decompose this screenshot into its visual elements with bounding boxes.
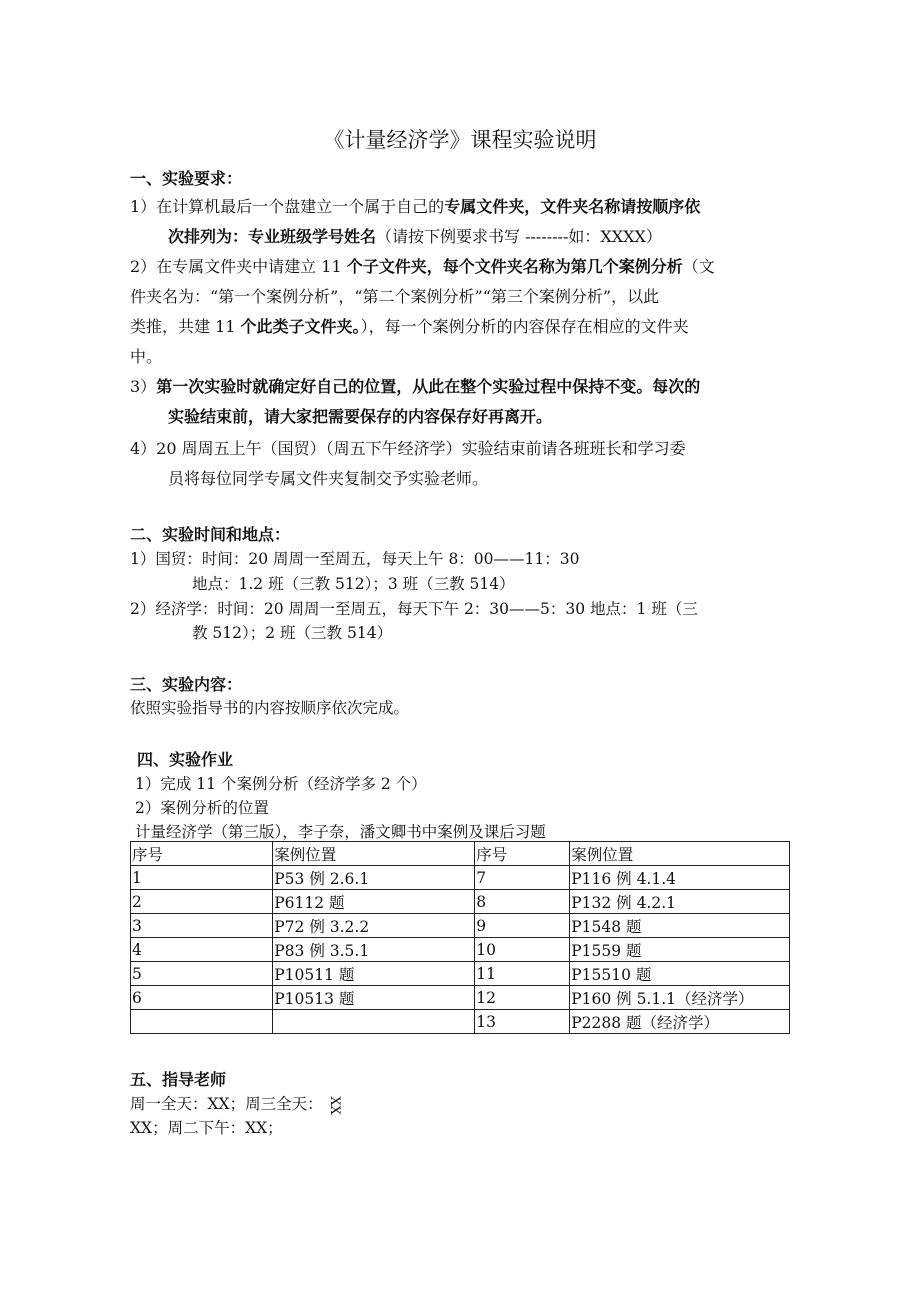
table-cell: 6: [131, 986, 273, 1010]
instructor-text-b: XX: [326, 1096, 342, 1115]
table-cell: 9: [475, 914, 570, 938]
table-row: [131, 890, 790, 914]
table-row: [131, 962, 790, 986]
table-row: [131, 986, 790, 1010]
req-item-2-text-c: （文: [682, 257, 715, 276]
table-cell: P1559 题: [570, 938, 790, 962]
table-cell: 4: [131, 938, 273, 962]
req-item-4-line-1: 4）20 周周五上午（国贸）（周五下午经济学）实验结束前请各班班长和学习委: [130, 439, 686, 458]
table-cell: 3: [131, 914, 273, 938]
req-item-2-line-4: 中。: [130, 347, 163, 366]
req-item-2-line-2: 件夹名为：“第一个案例分析”，“第二个案例分析”“第三个案例分析”，以此: [130, 287, 660, 306]
table-cell: 13: [475, 1010, 570, 1034]
table-cell: P160 例 5.1.1（经济学）: [570, 986, 790, 1010]
table-row: [131, 938, 790, 962]
table-cell: 2: [131, 890, 273, 914]
table-cell: P83 例 3.5.1: [273, 938, 475, 962]
table-cell: 7: [475, 866, 570, 890]
table-cell: P10513 题: [273, 986, 475, 1010]
req-item-2-text-b: 个子文件夹，每个文件夹名称为第几个案例分析: [346, 257, 683, 276]
req-item-1-text-d: （请按下例要求书写 --------如：XXXX）: [376, 227, 662, 246]
req-item-2-text-3c: ），每一个案例分析的内容保存在相应的文件夹: [360, 317, 689, 336]
table-row: [131, 1010, 790, 1034]
table-header-cell: 案例位置: [273, 842, 475, 866]
table-cell: P53 例 2.6.1: [273, 866, 475, 890]
instructor-line-1: [130, 1092, 343, 1114]
instructor-line-2: XX；周二下午：XX；: [130, 1119, 283, 1137]
table-cell: 10: [475, 938, 570, 962]
req-item-4-line-2: 员将每位同学专属文件夹复制交予实验老师。: [168, 469, 489, 488]
req-item-1-line-1: [130, 194, 700, 220]
req-item-1-text-a: 1）在计算机最后一个盘建立一个属于自己的: [130, 197, 445, 216]
table-cell: P72 例 3.2.2: [273, 914, 475, 938]
req-item-1-text-b: 专属文件夹，文件夹名称请按顺序依: [444, 197, 701, 216]
table-cell: 11: [475, 962, 570, 986]
schedule-line-4: 教 512）；2 班（三教 514）: [192, 624, 393, 642]
section-5-heading: 五、指导老师: [130, 1070, 227, 1089]
table-cell: 12: [475, 986, 570, 1010]
req-item-2-line-1: [130, 254, 715, 280]
content-line-1: 依照实验指导书的内容按顺序依次完成。: [130, 699, 410, 717]
section-3-heading: 三、实验内容：: [130, 675, 243, 694]
req-item-3-line-1: [130, 374, 700, 400]
table-cell: P15510 题: [570, 962, 790, 986]
table-cell: P132 例 4.2.1: [570, 890, 790, 914]
table-cell: P1548 题: [570, 914, 790, 938]
req-item-3-text-b: 第一次实验时就确定好自己的位置，从此在整个实验过程中保持不变。每次的: [156, 377, 701, 396]
table-header-cell: 序号: [131, 842, 273, 866]
section-1-heading: 一、实验要求：: [130, 169, 243, 188]
req-item-3-line-2: 实验结束前，请大家把需要保存的内容保存好再离开。: [168, 407, 553, 426]
section-4-heading: 四、实验作业: [137, 750, 234, 769]
assignment-line-2: 2）案例分析的位置: [135, 799, 269, 817]
table-cell: P6112 题: [273, 890, 475, 914]
req-item-3-text-a: 3）: [130, 377, 157, 396]
table-cell: P2288 题（经济学）: [570, 1010, 790, 1034]
table-cell: 8: [475, 890, 570, 914]
table-cell: 1: [131, 866, 273, 890]
table-header-cell: 案例位置: [570, 842, 790, 866]
table-cell: 5: [131, 962, 273, 986]
table-cell: P10511 题: [273, 962, 475, 986]
table-cell: P116 例 4.1.4: [570, 866, 790, 890]
req-item-1-line-2: [168, 224, 662, 250]
section-2-heading: 二、实验时间和地点：: [130, 525, 291, 544]
schedule-line-2: 地点：1.2 班（三教 512）；3 班（三教 514）: [192, 575, 515, 593]
table-row: [131, 914, 790, 938]
document-title: 《计量经济学》课程实验说明: [323, 128, 597, 152]
table-cell: [273, 1010, 475, 1034]
instructor-text-a: 周一全天：XX；周三全天：: [130, 1095, 323, 1113]
req-item-2-text-a: 2）在专属文件夹中请建立 11: [130, 257, 347, 276]
schedule-line-1: 1）国贸：时间：20 周周一至周五，每天上午 8：00——11：30: [130, 550, 580, 568]
table-cell: [131, 1010, 273, 1034]
req-item-2-text-3b: 个此类子文件夹。: [240, 317, 361, 336]
table-header-row: [131, 842, 790, 866]
assignment-line-1: 1）完成 11 个案例分析（经济学多 2 个）: [135, 775, 427, 793]
table-header-cell: 序号: [475, 842, 570, 866]
table-row: [131, 866, 790, 890]
req-item-1-text-c: 次排列为：专业班级学号姓名: [168, 227, 377, 246]
case-location-table: [130, 841, 790, 1034]
req-item-2-text-3a: 类推，共建 11: [130, 317, 241, 336]
assignment-line-3: 计量经济学（第三版），李子奈，潘文卿书中案例及课后习题: [135, 823, 546, 841]
req-item-2-line-3: [130, 314, 689, 340]
schedule-line-3: 2）经济学：时间：20 周周一至周五，每天下午 2：30——5：30 地点：1 班（三: [130, 600, 698, 618]
